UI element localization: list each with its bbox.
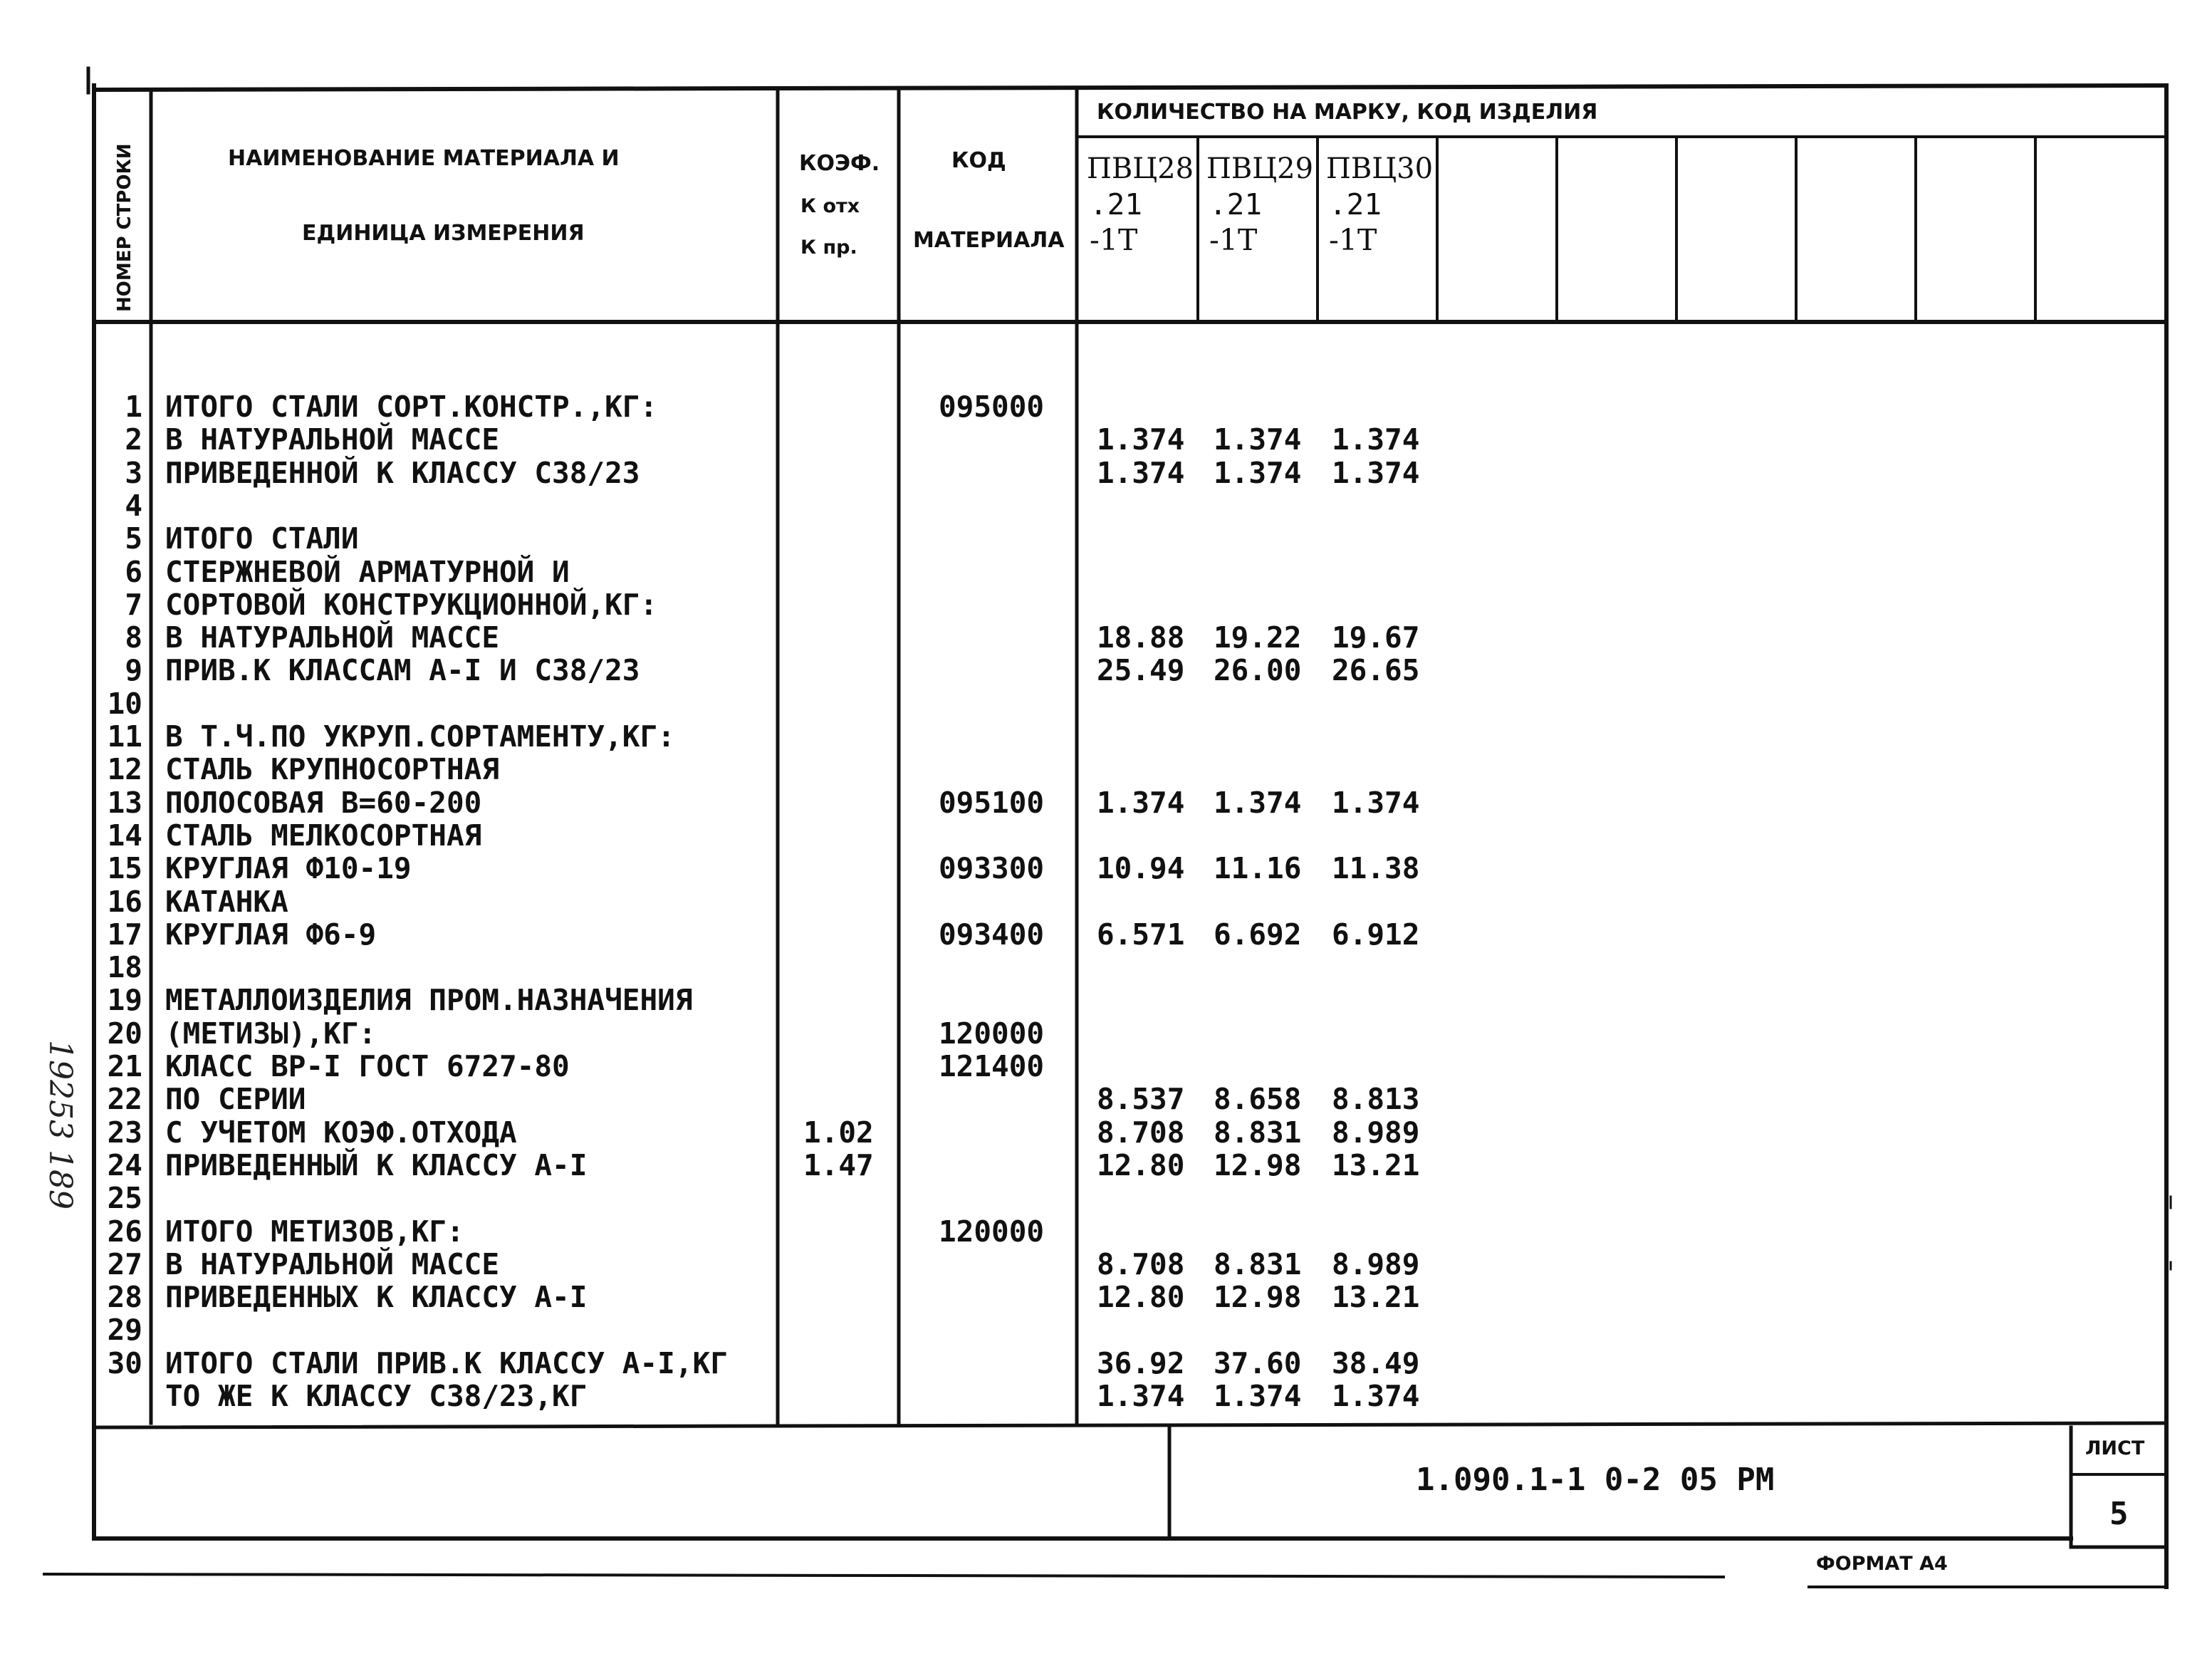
material-name: ПО СЕРИИ bbox=[165, 1082, 306, 1116]
row-number: 7 bbox=[125, 588, 142, 622]
product-1-line3: -1Т bbox=[1090, 223, 1138, 257]
material-name: ПОЛОСОВАЯ В=60-200 bbox=[165, 786, 482, 820]
material-name: С УЧЕТОМ КОЭФ.ОТХОДА bbox=[165, 1115, 517, 1150]
qty-product-3: 26.65 bbox=[1332, 653, 1420, 687]
material-name: ПРИВЕДЕННЫЙ К КЛАССУ А-I bbox=[165, 1148, 588, 1182]
qty-product-1: 10.94 bbox=[1097, 851, 1185, 885]
material-name: ИТОГО СТАЛИ bbox=[165, 521, 359, 556]
material-name: ПРИВЕДЕННЫХ К КЛАССУ А-I bbox=[165, 1280, 588, 1314]
coef-value: 1.02 bbox=[803, 1115, 874, 1150]
material-name: СТЕРЖНЕВОЙ АРМАТУРНОЙ И bbox=[165, 555, 570, 589]
material-name: КАТАНКА bbox=[165, 885, 288, 919]
qty-product-2: 8.831 bbox=[1214, 1115, 1302, 1150]
material-code: 093300 bbox=[939, 851, 1045, 885]
material-name-header-line2: ЕДИНИЦА ИЗМЕРЕНИЯ bbox=[302, 221, 585, 246]
qty-product-3: 13.21 bbox=[1332, 1148, 1420, 1182]
material-name: В НАТУРАЛЬНОЙ МАССЕ bbox=[165, 422, 499, 457]
material-code: 095000 bbox=[939, 390, 1045, 424]
qty-product-3: 8.813 bbox=[1332, 1082, 1420, 1116]
qty-product-2: 12.98 bbox=[1214, 1148, 1302, 1182]
material-name: В Т.Ч.ПО УКРУП.СОРТАМЕНТУ,КГ: bbox=[165, 719, 675, 754]
row-number: 17 bbox=[107, 917, 142, 952]
product-1-line2: .21 bbox=[1090, 187, 1143, 222]
qty-product-3: 6.912 bbox=[1332, 917, 1420, 952]
frame-top bbox=[94, 85, 2166, 90]
qty-product-1: 8.537 bbox=[1097, 1082, 1185, 1116]
qty-product-3: 1.374 bbox=[1332, 786, 1420, 820]
row-number: 13 bbox=[107, 786, 142, 820]
qty-product-3: 1.374 bbox=[1332, 422, 1420, 457]
row-number: 23 bbox=[107, 1115, 142, 1150]
product-2-line3: -1Т bbox=[1209, 223, 1258, 257]
quantity-header-title: КОЛИЧЕСТВО НА МАРКУ, КОД ИЗДЕЛИЯ bbox=[1097, 100, 1598, 125]
material-name: КРУГЛАЯ Ф6-9 bbox=[165, 917, 377, 952]
row-number: 15 bbox=[107, 851, 142, 885]
product-2-line1: ПВЦ29 bbox=[1206, 152, 1314, 185]
material-name: В НАТУРАЛЬНОЙ МАССЕ bbox=[165, 620, 499, 655]
row-number: 2 bbox=[125, 422, 142, 457]
material-name: СОРТОВОЙ КОНСТРУКЦИОННОЙ,КГ: bbox=[165, 588, 658, 622]
row-number: 24 bbox=[107, 1148, 142, 1182]
row-number: 11 bbox=[107, 719, 142, 754]
coef-header-line3: К пр. bbox=[800, 236, 857, 259]
format-label: ФОРМАТ А4 bbox=[1816, 1553, 1948, 1575]
material-name: КЛАСС ВР-I ГОСТ 6727-80 bbox=[165, 1049, 570, 1083]
material-name: ИТОГО МЕТИЗОВ,КГ: bbox=[165, 1214, 464, 1249]
qty-product-3: 8.989 bbox=[1332, 1247, 1420, 1281]
qty-product-1: 1.374 bbox=[1097, 1379, 1185, 1413]
qty-product-1: 25.49 bbox=[1097, 653, 1185, 687]
product-2-line2: .21 bbox=[1209, 187, 1263, 222]
qty-product-1: 1.374 bbox=[1097, 456, 1185, 490]
material-code: 120000 bbox=[939, 1214, 1045, 1249]
row-number: 30 bbox=[107, 1346, 142, 1380]
material-name: КРУГЛАЯ Ф10-19 bbox=[165, 851, 412, 885]
qty-product-1: 6.571 bbox=[1097, 917, 1185, 952]
qty-product-2: 11.16 bbox=[1214, 851, 1302, 885]
qty-product-1: 18.88 bbox=[1097, 620, 1185, 655]
row-number: 29 bbox=[107, 1313, 142, 1347]
qty-product-2: 8.831 bbox=[1214, 1247, 1302, 1281]
material-name: ПРИВ.К КЛАССАМ А-I И С38/23 bbox=[165, 653, 640, 687]
material-name: ПРИВЕДЕННОЙ К КЛАССУ С38/23 bbox=[165, 456, 640, 490]
row-number: 14 bbox=[107, 818, 142, 853]
row-number: 10 bbox=[107, 687, 142, 721]
material-name: ИТОГО СТАЛИ ПРИВ.К КЛАССУ А-I,КГ bbox=[165, 1346, 728, 1380]
product-3-line1: ПВЦ30 bbox=[1326, 152, 1434, 185]
material-name: СТАЛЬ КРУПНОСОРТНАЯ bbox=[165, 752, 499, 786]
row-number: 1 bbox=[125, 390, 142, 424]
row-number: 9 bbox=[125, 653, 142, 687]
qty-product-3: 8.989 bbox=[1332, 1115, 1420, 1150]
row-number: 25 bbox=[107, 1181, 142, 1215]
material-name: СТАЛЬ МЕЛКОСОРТНАЯ bbox=[165, 818, 482, 853]
qty-product-2: 26.00 bbox=[1214, 653, 1302, 687]
coef-value: 1.47 bbox=[803, 1148, 874, 1182]
row-number: 8 bbox=[125, 620, 142, 655]
product-1-line1: ПВЦ28 bbox=[1087, 152, 1194, 185]
row-number: 18 bbox=[107, 950, 142, 984]
margin-handwritten-note: 19253 189 bbox=[42, 1040, 78, 1209]
qty-product-2: 1.374 bbox=[1214, 1379, 1302, 1413]
qty-product-3: 11.38 bbox=[1332, 851, 1420, 885]
code-header-line2: МАТЕРИАЛА bbox=[913, 228, 1065, 253]
sheet-number: 5 bbox=[2109, 1496, 2129, 1532]
qty-product-3: 1.374 bbox=[1332, 1379, 1420, 1413]
row-number: 20 bbox=[107, 1016, 142, 1051]
row-number-header: НОМЕР СТРОКИ bbox=[114, 143, 135, 312]
qty-product-3: 38.49 bbox=[1332, 1346, 1420, 1380]
qty-product-3: 1.374 bbox=[1332, 456, 1420, 490]
code-header-line1: КОД bbox=[951, 148, 1006, 173]
row-number: 4 bbox=[125, 489, 142, 523]
row-number: 5 bbox=[125, 521, 142, 556]
product-3-line3: -1Т bbox=[1329, 223, 1377, 257]
row-number: 26 bbox=[107, 1214, 142, 1249]
qty-product-2: 37.60 bbox=[1214, 1346, 1302, 1380]
coef-header-line2: К отх bbox=[800, 195, 860, 217]
material-name: (МЕТИЗЫ),КГ: bbox=[165, 1016, 377, 1051]
qty-product-1: 12.80 bbox=[1097, 1280, 1185, 1314]
qty-product-2: 1.374 bbox=[1214, 786, 1302, 820]
material-code: 093400 bbox=[939, 917, 1045, 952]
material-name: МЕТАЛЛОИЗДЕЛИЯ ПРОМ.НАЗНАЧЕНИЯ bbox=[165, 983, 693, 1017]
qty-product-1: 8.708 bbox=[1097, 1115, 1185, 1150]
row-number: 3 bbox=[125, 456, 142, 490]
material-name: В НАТУРАЛЬНОЙ МАССЕ bbox=[165, 1247, 499, 1281]
qty-product-2: 6.692 bbox=[1214, 917, 1302, 952]
qty-product-1: 8.708 bbox=[1097, 1247, 1185, 1281]
row-number: 12 bbox=[107, 752, 142, 786]
row-number: 6 bbox=[125, 555, 142, 589]
qty-product-2: 12.98 bbox=[1214, 1280, 1302, 1314]
qty-product-2: 1.374 bbox=[1214, 422, 1302, 457]
qty-product-1: 1.374 bbox=[1097, 786, 1185, 820]
material-name-header-line1: НАИМЕНОВАНИЕ МАТЕРИАЛА И bbox=[228, 146, 620, 171]
material-code: 095100 bbox=[939, 786, 1045, 820]
material-code: 120000 bbox=[939, 1016, 1045, 1051]
stamp-top-line bbox=[94, 1423, 2166, 1427]
qty-product-1: 1.374 bbox=[1097, 422, 1185, 457]
qty-product-2: 19.22 bbox=[1214, 620, 1302, 655]
qty-product-3: 13.21 bbox=[1332, 1280, 1420, 1314]
material-code: 121400 bbox=[939, 1049, 1045, 1083]
qty-product-3: 19.67 bbox=[1332, 620, 1420, 655]
row-number: 16 bbox=[107, 885, 142, 919]
sheet-label: ЛИСТ bbox=[2085, 1437, 2145, 1459]
coef-header-line1: КОЭФ. bbox=[799, 151, 880, 176]
qty-product-1: 12.80 bbox=[1097, 1148, 1185, 1182]
qty-product-2: 8.658 bbox=[1214, 1082, 1302, 1116]
row-number: 19 bbox=[107, 983, 142, 1017]
material-name: ИТОГО СТАЛИ СОРТ.КОНСТР.,КГ: bbox=[165, 390, 658, 424]
row-number: 21 bbox=[107, 1049, 142, 1083]
document-code: 1.090.1-1 0-2 05 РМ bbox=[1416, 1462, 1775, 1498]
product-3-line2: .21 bbox=[1329, 187, 1382, 222]
row-number: 22 bbox=[107, 1082, 142, 1116]
qty-product-1: 36.92 bbox=[1097, 1346, 1185, 1380]
material-name: ТО ЖЕ К КЛАССУ С38/23,КГ bbox=[165, 1379, 588, 1413]
row-number: 28 bbox=[107, 1280, 142, 1314]
qty-product-2: 1.374 bbox=[1214, 456, 1302, 490]
row-number: 27 bbox=[107, 1247, 142, 1281]
